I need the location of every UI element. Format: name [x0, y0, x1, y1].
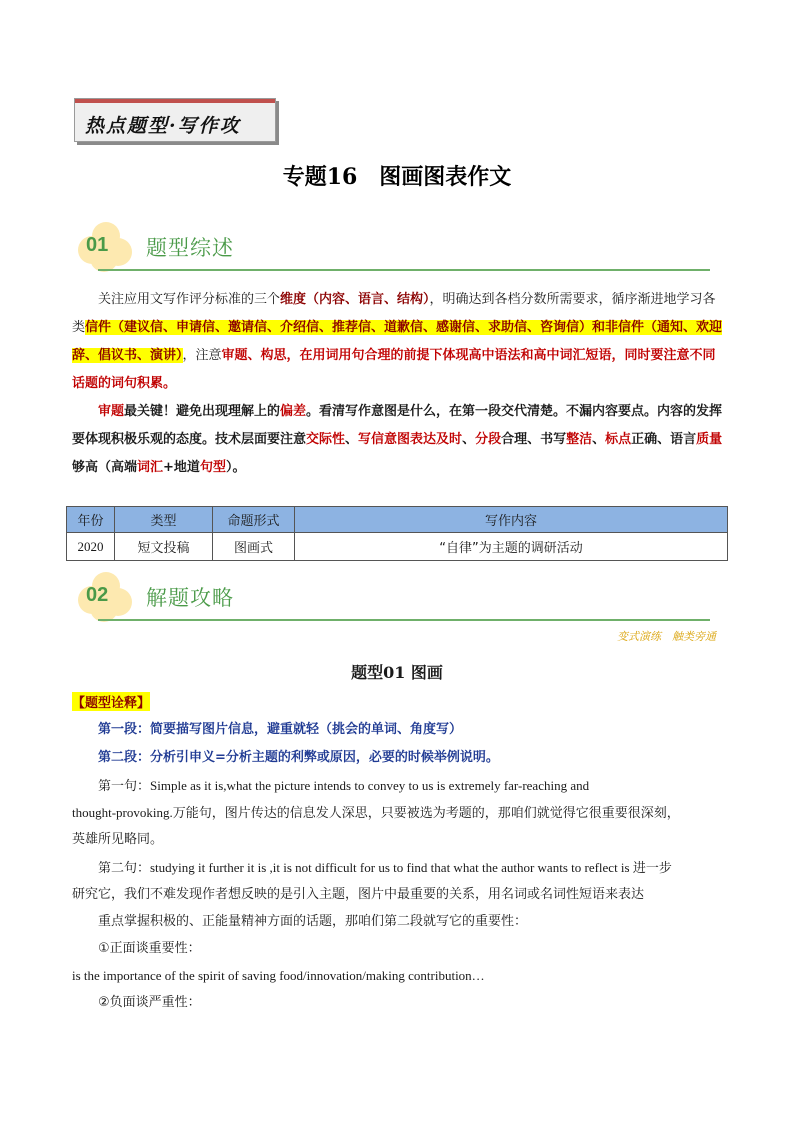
strategy-line-7: 研究它，我们不难发现作者想反映的是引入主题，图片中最重要的关系，用名词或名词性短语来表达 — [72, 887, 645, 902]
section-divider — [98, 619, 710, 621]
section-title: 解题攻略 — [146, 586, 234, 610]
section-number: 02 — [86, 584, 109, 606]
section-header-01 — [78, 222, 718, 272]
strategy-line-4: thought-provoking.万能句，图片传达的信息发人深思，只要被选为考题的，那咱们就觉得它很重要很深刻， — [72, 805, 680, 820]
exam-info-table — [66, 506, 728, 561]
strategy-line-9: ①正面谈重要性： — [98, 941, 201, 956]
strategy-line-6: 第二句：studying it further it is ,it is not difficult for us to find that what the author wants to reflect is 进一步 — [98, 860, 672, 875]
subsection-title: 题型01 图画 — [351, 663, 443, 682]
section-title: 题型综述 — [146, 236, 234, 260]
section-number: 01 — [86, 234, 109, 256]
table-header-cell: 写作内容 — [295, 507, 728, 533]
tag-accent-bar — [75, 99, 275, 103]
strategy-line-8: 重点掌握积极的、正能量精神方面的话题，那咱们第二段就写它的重要性： — [98, 914, 528, 929]
section-divider — [98, 269, 710, 271]
page-title: 专题16 图画图表作文 — [282, 164, 512, 190]
strategy-line-5: 英雄所见略同。 — [72, 832, 164, 847]
section-badge-icon — [78, 222, 132, 272]
overview-paragraph-2: 审题最关键！避免出现理解上的偏差。看清写作意图是什么，在第一段交代清楚。不漏内容要点。内容的发挥要体现积极乐观的态度。技术层面要注意交际性、写信意图表达及时、分段合理、书写整洁、标点正确、语言质量够高（高端词汇+地道句型）。 — [72, 404, 723, 475]
tag-text: 热点题型·写作攻 — [85, 115, 241, 137]
table-header-cell: 命题形式 — [213, 507, 295, 533]
table-cell: 短文投稿 — [115, 533, 213, 561]
overview-paragraph-1: 关注应用文写作评分标准的三个维度（内容、语言、结构），明确达到各档分数所需要求，循序渐进地学习各类信件（建议信、申请信、邀请信、介绍信、推荐信、道歉信、感谢信、求助信、咨询信）和非信件（通知、欢迎辞、倡议书、演讲），注意审题、构思，在用词用句合理的前提下体现高中语法和高中词汇短语，同时要注意不同话题的词句积累。 — [72, 292, 723, 391]
type-explanation-label: 【题型诠释】 — [72, 692, 150, 711]
table-header-cell: 年份 — [67, 507, 115, 533]
strategy-line-1: 第一段：简要描写图片信息，避重就轻（挑会的单词、角度写） — [98, 722, 463, 737]
section-badge-icon — [78, 572, 132, 622]
table-header-cell: 类型 — [115, 507, 213, 533]
table-row — [67, 533, 728, 561]
topic-tag — [74, 98, 276, 142]
section-header-02 — [78, 572, 718, 622]
table-cell: 图画式 — [213, 533, 295, 561]
table-header-row — [67, 507, 728, 533]
strategy-line-3: 第一句：Simple as it is,what the picture intends to convey to us is extremely far-reaching and — [98, 778, 590, 793]
strategy-line-2: 第二段：分析引申义=分析主题的利弊或原因，必要的时候举例说明。 — [98, 750, 499, 765]
table-cell: “自律”为主题的调研活动 — [295, 533, 728, 561]
strategy-line-11: ②负面谈严重性： — [98, 995, 201, 1010]
strategy-line-10: is the importance of the spirit of saving food/innovation/making contribution… — [72, 968, 485, 983]
practice-note: 变式演练 触类旁通 — [617, 630, 716, 643]
table-cell: 2020 — [67, 533, 115, 561]
